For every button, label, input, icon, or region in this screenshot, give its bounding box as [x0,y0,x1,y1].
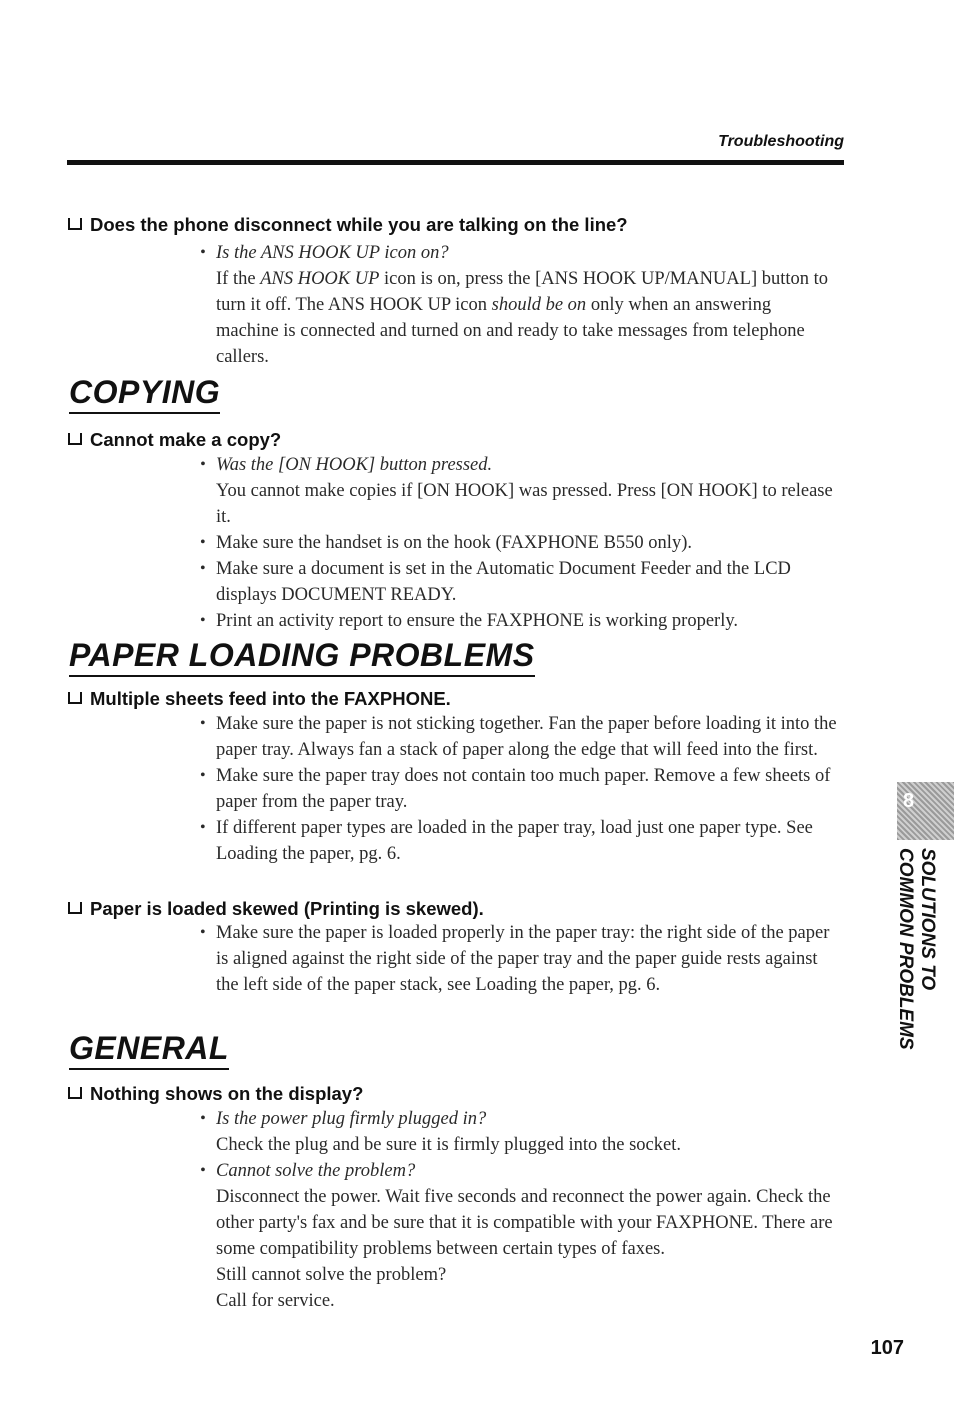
answer-block-general [198,1106,838,1314]
question-text: Cannot make a copy? [90,429,282,450]
question-text: Does the phone disconnect while you are talking on the line? [90,214,628,235]
body-paragraph: Disconnect the power. Wait five seconds and reconnect the power again. Check the other party's fax and be sure that it is compatible with your FAXPHONE. There are some compatibility problems between certain types of faxes. [216,1187,833,1259]
chapter-title-rotated [894,848,938,1118]
page-number: 107 [870,1337,904,1359]
checkbox-icon [68,1087,82,1099]
text-run-italic: should be on [491,295,587,315]
body-paragraph: Check the plug and be sure it is firmly plugged into the socket. [216,1135,681,1155]
answer-block-multiple-sheets [198,711,838,867]
bullet-item: • If different paper types are loaded in the paper tray, load just one paper type. See Loading the paper, pg. 6. [198,815,838,867]
bullet-item: • Is the power plug firmly plugged in? [198,1106,838,1132]
checkbox-icon [68,218,82,230]
header-rule [67,160,844,165]
chapter-title-line1: SOLUTIONS TO [917,848,938,991]
chapter-number: 8 [903,790,915,812]
bullet-item: • Make sure a document is set in the Automatic Document Feeder and the LCD displays DOCUMENT READY. [198,556,838,608]
bullet-item: • Make sure the paper tray does not contain too much paper. Remove a few sheets of paper from the paper tray. [198,763,838,815]
checkbox-icon [68,433,82,445]
section-title-copying: COPYING [69,374,220,414]
body-paragraph: Call for service. [216,1291,335,1311]
text-run: icon is on, press the [ANS HOOK UP/MANUAL] button to turn it off. The ANS HOOK UP icon [216,269,829,315]
section-title-general: GENERAL [69,1030,229,1070]
question-nothing-on-display [68,1083,363,1105]
question-phone-disconnect [68,214,628,236]
answer-block-phone-disconnect [198,240,838,370]
text-run: only when an answering machine is connected and turned on and ready to take messages from telephone callers. [216,295,805,367]
bullet-item: • Was the [ON HOOK] button pressed. [198,452,838,478]
question-paper-skewed [68,898,484,920]
bullet-item: • Print an activity report to ensure the FAXPHONE is working properly. [198,608,838,634]
body-paragraph: You cannot make copies if [ON HOOK] was pressed. Press [ON HOOK] to release it. [216,481,833,527]
body-paragraph [198,266,838,370]
running-head: Troubleshooting [718,133,844,150]
bullet-item: • Make sure the handset is on the hook (FAXPHONE B550 only). [198,530,838,556]
checkbox-icon [68,692,82,704]
question-text: Nothing shows on the display? [90,1083,364,1104]
bullet-item: • Cannot solve the problem? [198,1158,838,1184]
chapter-side-label [880,848,940,1118]
text-run-italic: ANS HOOK UP [260,269,380,289]
bullet-item: • Is the ANS HOOK UP icon on? [198,240,838,266]
answer-block-copying [198,452,838,634]
question-text: Paper is loaded skewed (Printing is skewed). [90,898,484,919]
bullet-item: • Make sure the paper is loaded properly in the paper tray: the right side of the paper is aligned against the right side of the paper tray and the paper guide rests against the left side of the paper stack, see Loading the paper, pg. 6. [198,920,838,998]
question-text: Multiple sheets feed into the FAXPHONE. [90,688,451,709]
text-run: If the [216,269,261,289]
section-title-paper-loading: PAPER LOADING PROBLEMS [69,637,535,677]
question-multiple-sheets [68,688,451,710]
chapter-title-line2: COMMON PROBLEMS [895,848,916,1050]
bullet-item: • Make sure the paper is not sticking together. Fan the paper before loading it into the paper tray. Always fan a stack of paper along the edge that will feed into the first. [198,711,838,763]
body-paragraph: Still cannot solve the problem? [216,1265,447,1285]
chapter-tab [897,782,954,840]
checkbox-icon [68,902,82,914]
question-cannot-copy [68,429,281,451]
answer-block-paper-skewed [198,920,838,998]
